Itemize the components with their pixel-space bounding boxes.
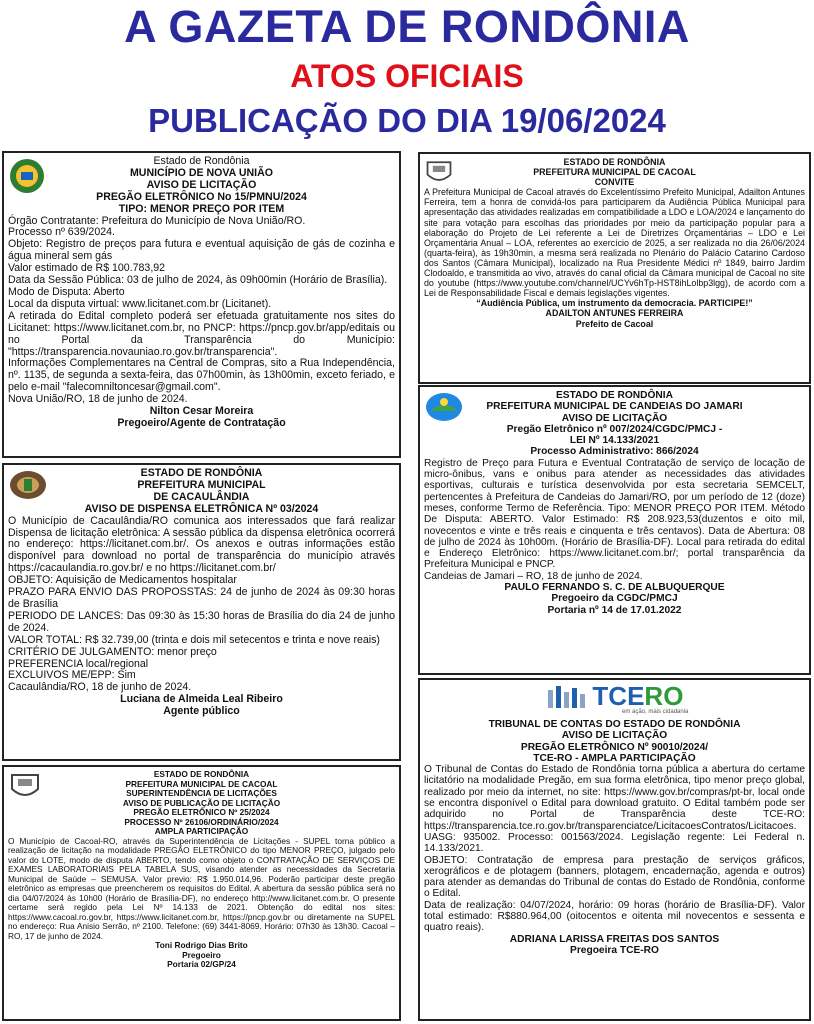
body-paragraph: A retirada do Edital completo poderá ser efetuada gratuitamente nos sites do Licitanet: https://www.licitanet.com.br, no PNCP: https://pncp.gov.br/app/editais ou no Portal da Transparência do Município: "https://transparencia.novauniao.ro.gov.br/transparencia".	[8, 309, 395, 358]
body-paragraph: OBJETO: Contratação de empresa para prestação de serviços gráficos, xerográficos e de plotagem (banners, plotagem, encadernação, agenda e outros) para atender as demandas do Tribunal de contas do Estado de Rondônia, conforme o Edital.	[424, 854, 805, 900]
signatory-name: Nilton Cesar Moreira	[149, 405, 254, 418]
heading-line: DE CACAULÂNDIA	[153, 490, 250, 503]
notice-cacaulandia	[2, 463, 401, 761]
signatory-ordinance: Portaria nº 14 de 17.01.2022	[547, 604, 682, 616]
body-paragraph: UASG: 935002. Processo: 001563/2024. Legislação regente: Lei Federal n. 14.133/2021.	[424, 831, 805, 855]
body-paragraph: PRAZO PARA ENVIO DAS PROPOSSTAS: 24 de junho de 2024 às 09:30 horas de Brasília	[8, 586, 395, 610]
cacaulandia-crest-icon	[8, 469, 48, 501]
notice-heading	[8, 770, 395, 837]
heading-line: AMPLA PARTICIPAÇÃO	[154, 826, 249, 836]
signatory-name: Luciana de Almeida Leal Ribeiro	[120, 693, 283, 706]
heading-line: Estado de Rondônia	[153, 155, 250, 167]
tce-ro-logo	[424, 683, 805, 713]
signatory-role: Prefeito de Cacoal	[575, 318, 654, 329]
body-paragraph: Objeto: Registro de preços para futura e eventual aquisição de gás de cozinha e água mineral sem gás	[8, 238, 395, 263]
body-paragraph: Nova União/RO, 18 de junho de 2024.	[8, 393, 188, 406]
body-paragraph: Processo nº 639/2024.	[8, 226, 115, 239]
newspaper-title: A GAZETA DE RONDÔNIA	[124, 1, 690, 52]
signatory-name: Toni Rodrigo Dias Brito	[155, 940, 248, 950]
body-paragraph: Informações Complementares na Central de Compras, sito a Rua Independência, nº. 1135, de segunda a sexta-feira, das 07h00min, às 13h00min, exceto feriado, e pelo e-mail "falecomniltoncesar@gmail.com".	[8, 357, 395, 394]
heading-line: PREFEITURA MUNICIPAL DE CACOAL	[533, 167, 696, 178]
notice-cacoal-supel	[2, 765, 401, 1021]
heading-line: Pregão Eletrônico nº 007/2024/CGDC/PMCJ -	[506, 423, 723, 435]
heading-line: TIPO: MENOR PREÇO POR ITEM	[118, 202, 285, 215]
signatory-name: ADRIANA LARISSA FREITAS DOS SANTOS	[509, 933, 720, 945]
notice-heading	[424, 157, 805, 187]
signatory-role: Agente público	[163, 705, 240, 718]
heading-line: PROCESSO Nº 26106/ORDINÁRIO/2024	[124, 816, 279, 827]
tce-ro-tagline: em ação, mais cidadania	[622, 709, 689, 715]
heading-line: AVISO DE LICITAÇÃO	[146, 178, 257, 191]
signatory-ordinance: Portaria 02/GP/24	[167, 959, 236, 969]
heading-line: PREGÃO ELETRÔNICO No 15/PMNU/2024	[96, 190, 307, 203]
ro-text: RO	[644, 681, 684, 711]
notice-heading	[424, 719, 805, 764]
notice-candeias-do-jamari	[418, 385, 811, 675]
signatory-role: Pregoeira TCE-RO	[570, 944, 659, 956]
notice-nova-uniao	[2, 151, 401, 458]
heading-line: AVISO DE PUBLICAÇÃO DE LICITAÇÃO	[122, 797, 281, 808]
body-paragraph: Órgão Contratante: Prefeitura do Município de Nova União/RO.	[8, 214, 306, 227]
notice-heading	[8, 156, 395, 216]
quote: “Audiência Pública, um instrumento da democracia. PARTICIPE!”	[476, 298, 753, 309]
heading-line: CONVITE	[594, 177, 635, 188]
heading-line: ESTADO DE RONDÔNIA	[556, 390, 673, 401]
body-paragraph: A Prefeitura Municipal de Cacoal através do Excelentíssimo Prefeito Municipal, Adailton Antunes Ferreira, tem a honra de convidá-los para participarem da Audiência Pública Municipal para apresentação das atividades realizadas em compatibilidade a LDO e LOA/2024 e lançamento do site para votação para escolhas das prioridades por meio da participação popular para a elaboração do Projeto de Lei referente a Lei de Diretrizes Orçamentárias – LDO e Lei Orçamentária Anual – LOA, referentes ao exercício de 2025, a ser realizada no dia 26/06/2024 (quarta-feira), às 19h30min, a mesma será realizada no Plenário do Palácio Catarino Cardoso dos Santos (Câmara Municipal), localizado na Rua Presidente Médici nº 1849, bairro Jardim Clodoaldo, e transmitida ao vivo, através do canal oficial da Câmara municipal de Cacoal no site do youtube (https://www.youtube.com/channel/UCYv6hTp-HST8ihLolbp3lgg), de acordo com a Lei de Responsabilidade Fiscal e demais legislações vigentes.	[424, 187, 805, 299]
heading-line: ESTADO DE RONDÔNIA	[563, 157, 666, 167]
heading-line: PREFEITURA MUNICIPAL	[137, 478, 266, 491]
heading-line: TRIBUNAL DE CONTAS DO ESTADO DE RONDÔNIA	[488, 719, 741, 730]
signatory-role: Pregoeiro	[182, 949, 221, 960]
body-paragraph: Data da Sessão Pública: 03 de julho de 2024, às 09h00min (Horário de Brasília).	[8, 274, 388, 287]
heading-line: PREGÃO ELETRÔNICO Nº 25/2024	[133, 807, 270, 817]
body-paragraph: Data de realização: 04/07/2024, horário: 09 horas (horário de Brasília-DF). Valor total estimado: R$880.964,00 (oitocentos e oitenta mil novecentos e sessenta e quatro reais).	[424, 899, 805, 934]
signatory-name: ADAILTON ANTUNES FERREIRA	[545, 308, 684, 319]
building-columns-icon	[546, 684, 590, 708]
body-paragraph: VALOR TOTAL: R$ 32.739,00 (trinta e dois mil setecentos e trinta e nove reais)	[8, 633, 380, 646]
heading-line: Processo Administrativo: 866/2024	[530, 446, 699, 458]
body-paragraph: OBJETO: Aquisição de Medicamentos hospitalar	[8, 574, 237, 587]
heading-line: TCE-RO - AMPLA PARTICIPAÇÃO	[533, 752, 696, 764]
signatory-name: PAULO FERNANDO S. C. DE ALBUQUERQUE	[504, 582, 725, 594]
body-paragraph: Cacaulândia/RO, 18 de junho de 2024.	[8, 681, 192, 694]
heading-line: SUPERINTENDÊNCIA DE LICITAÇÕES	[126, 788, 277, 798]
tce-text: TCE	[592, 681, 645, 711]
heading-line: AVISO DE LICITAÇÃO	[561, 412, 668, 424]
body-paragraph: O Município de Cacoal-RO, através da Superintendência de Licitações - SUPEL torna público a realização de licitação na modalidade PREGÃO ELETRÔNICO do tipo MENOR PREÇO, julgado pelo valor do LOTE, modo de disputa ABERTO, tendo como objeto o CONTRATAÇÃO DE SERVIÇOS DE EXAMES LABORATORIAIS PELA TABELA SUS, visando atender as necessidades da Secretaria Municipal de Saúde – SEMUSA. Valor previo: R$ 1.950.014,96. Poderão participar deste pregão eletrônico as empresas que preencherem os requisitos do Edital. A abertura da sessão pública será no dia 04/07/2024 às 10h00 (Horário de Brasília-DF), no endereço http://www.licitanet.com.br. O presente certame será regido pela Lei Nº 14.133 de 2021. Obtenção do edital nos sites: https://www.cacoal.ro.gov.br, https://www.licitanet.com.br, https://pncp.gov.br ou diretamente na SUPEL no endereço: Rua Anisio Serrão, nº 2100. Telefone: (69) 3441-8069. Horário: 07h30 às 13h30. Cacoal – RO, 17 de junho de 2024.	[8, 835, 395, 941]
body-paragraph: PERIODO DE LANCES: Das 09:30 às 15:30 horas de Brasília do dia 24 de junho de 2024.	[8, 609, 395, 634]
notice-heading	[8, 468, 395, 516]
heading-line: LEI Nº 14.133/2021	[569, 435, 660, 447]
publication-date: PUBLICAÇÃO DO DIA 19/06/2024	[148, 102, 666, 139]
nova-uniao-crest-icon	[8, 157, 46, 195]
body-paragraph: CRITÉRIO DE JULGAMENTO: menor preço	[8, 645, 217, 658]
cacoal-crest-icon	[424, 158, 454, 186]
heading-line: ESTADO DE RONDÔNIA	[140, 467, 263, 479]
body-paragraph: O Tribunal de Contas do Estado de Rondônia torna pública a abertura do certame licitatório na modalidade Pregão, em sua forma eletrônica, tipo menor preço global, realizado por meio da internet, no site: https://www.gov.br/compras/pt-br, local onde se encontra disponível o Edital para download gratuito. O Edital também pode ser adquirido no Portal de Transparência deste TCE-RO: https://transparencia.tce.ro.gov.br/transparenciatce/LicitacoesContratos/Licitacoes.	[424, 764, 805, 832]
cacoal-crest-icon	[8, 771, 42, 801]
heading-line: ESTADO DE RONDÔNIA	[153, 769, 250, 779]
heading-line: PREGÃO ELETRÔNICO Nº 90010/2024/	[520, 741, 709, 753]
notice-tce-ro	[418, 678, 811, 1021]
section-title: ATOS OFICIAIS	[290, 58, 524, 94]
notice-heading	[424, 390, 805, 458]
heading-line: MUNICÍPIO DE NOVA UNIÃO	[129, 166, 274, 179]
heading-line: AVISO DE DISPENSA ELETRÔNICA Nº 03/2024	[84, 502, 319, 515]
body-paragraph: Valor estimado de R$ 100.783,92	[8, 262, 166, 275]
body-paragraph: Local da disputa virtual: www.licitanet.com.br (Licitanet).	[8, 297, 272, 310]
body-paragraph: Modo de Disputa: Aberto	[8, 285, 125, 298]
body-paragraph: PREFERENCIA local/regional	[8, 657, 149, 670]
heading-line: AVISO DE LICITAÇÃO	[561, 730, 668, 742]
signatory-role: Pregoeiro/Agente de Contratação	[117, 416, 286, 429]
notice-cacoal-convite	[418, 152, 811, 384]
body-paragraph: EXCLUIVOS ME/EPP: Sim	[8, 669, 136, 682]
body-paragraph: Candeias de Jamari – RO, 18 de junho de 2024.	[424, 570, 643, 582]
heading-line: PREFEITURA MUNICIPAL DE CANDEIAS DO JAMARI	[486, 401, 743, 413]
body-paragraph: Registro de Preço para Futura e Eventual Contratação de serviço de locação de micro-ônibus, vans e onibus para atender as necessidades das atividades esportivas, culturais e turística desenvolvida por esta secretaria SEMCELT, pertencentes à Prefeitura de Candeias do Jamari/RO, por um período de 12 (doze) meses, conforme Termo de Referência. Tipo: MENOR PREÇO POR ITEM. Método De Disputa: ABERTO. Valor Estimado: R$ 208.923,53(duzentos e oito mil, novecentos e vinte e três reais e cinquenta e três centavos). Data de Abertura: 08 de julho de 2024 às 10h00m. (Horário de Brasília-DF). Local para retirada do edital e Endereço Eletrônico: https://www.licitanet.com.br/; portal transparência da Prefeitura Municipal e PNCP.	[424, 457, 805, 571]
candeias-crest-icon	[424, 391, 464, 423]
heading-line: PREFEITURA MUNICIPAL DE CACOAL	[125, 778, 278, 789]
body-paragraph: O Município de Cacaulândia/RO comunica aos interessados que fará realizar Dispensa de licitação eletrônica: A sessão pública da dispensa eletrônica ocorrerá no endereço: https://licitanet.com.br/. Os anexos e outras informações estão disponível para download no portal de transparência do município através https://cacaulandia.ro.gov.br/ e no https://licitanet.com.br/	[8, 514, 395, 575]
tce-ro-wordmark	[592, 683, 683, 709]
signatory-role: Pregoeiro da CGDC/PMCJ	[551, 593, 678, 605]
